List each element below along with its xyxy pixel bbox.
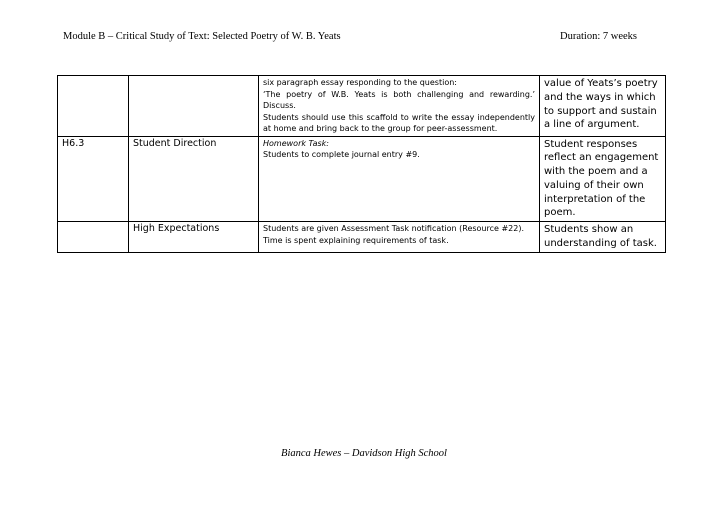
outcome-cell: H6.3 xyxy=(58,136,129,222)
focus-cell: Student Direction xyxy=(129,136,259,222)
duration-label: Duration: 7 weeks xyxy=(560,31,637,42)
activity-line: ‘The poetry of W.B. Yeats is both challenging and rewarding.’ Discuss. xyxy=(263,89,535,110)
footer-author: Bianca Hewes – Davidson High School xyxy=(281,448,447,459)
outcome-cell xyxy=(58,76,129,137)
outcome-cell xyxy=(58,222,129,253)
focus-cell: High Expectations xyxy=(129,222,259,253)
activity-line: Students are given Assessment Task notification (Resource #22). xyxy=(263,224,525,234)
evidence-cell: Student responses reflect an engagement with the poem and a valuing of their own interpretation of the poem. xyxy=(540,136,666,222)
table-row xyxy=(58,222,666,253)
homework-task-heading: Homework Task: xyxy=(263,138,329,148)
activity-line: Students to complete journal entry #9. xyxy=(263,150,420,159)
activity-cell xyxy=(259,222,540,253)
table-row xyxy=(58,136,666,222)
activity-line: Students should use this scaffold to write the essay independently at home and bring back to the group for peer-assessment. xyxy=(263,112,535,133)
document-title: Module B – Critical Study of Text: Selected Poetry of W. B. Yeats xyxy=(63,31,341,42)
activity-cell xyxy=(259,136,540,222)
table-row xyxy=(58,76,666,137)
focus-cell xyxy=(129,76,259,137)
activity-line: six paragraph essay responding to the question: xyxy=(263,78,457,87)
teaching-program-table xyxy=(57,75,666,253)
activity-line: Time is spent explaining requirements of task. xyxy=(263,235,449,245)
evidence-cell: value of Yeats’s poetry and the ways in which to support and sustain a line of argument. xyxy=(540,76,666,137)
activity-cell xyxy=(259,76,540,137)
evidence-cell: Students show an understanding of task. xyxy=(540,222,666,253)
